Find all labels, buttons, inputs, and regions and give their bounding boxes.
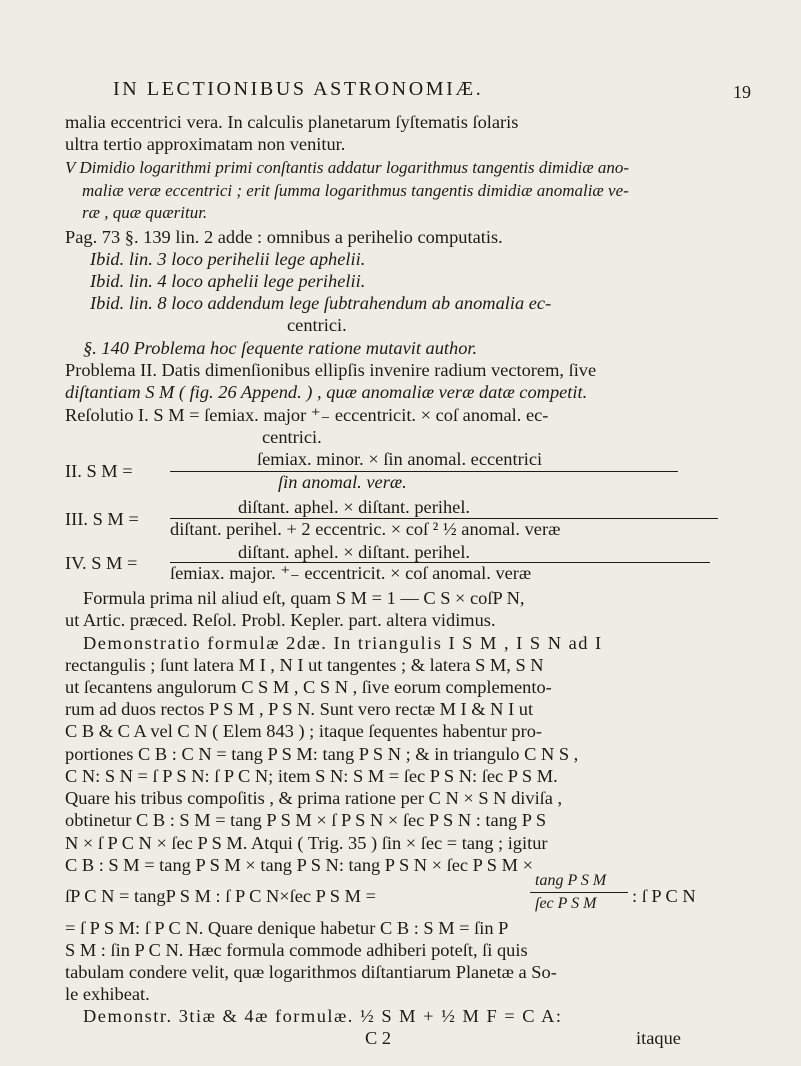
fraction-line-numerator: tang P S M <box>535 872 607 889</box>
text-line: V Dimidio logarithmi primi conſtantis addatur logarithmus tangentis dimidiæ ano- <box>65 158 630 177</box>
text-line: Ibid. lin. 4 loco aphelii lege perihelii. <box>90 271 366 291</box>
text-line: Quare his tribus compoſitis , & prima ratione per C N × S N diviſa , <box>65 788 563 808</box>
text-line: S M : ſin P C N. Hæc formula commode adhiberi poteſt, ſi quis <box>65 940 528 960</box>
text-line: centrici. <box>287 315 347 335</box>
text-line: obtinetur C B : S M = tang P S M × ſ P S N × ſec P S N : tang P S <box>65 810 547 830</box>
text-line: ræ , quæ quæritur. <box>82 203 208 222</box>
page-number: 19 <box>733 82 751 102</box>
text-line: Demonstratio formulæ 2dæ. In triangulis I S M , I S N ad I <box>83 633 603 653</box>
text-line: Formula prima nil aliud eſt, quam S M = 1 — C S × coſP N, <box>83 588 525 608</box>
formula-2-label: II. S M = <box>65 461 133 481</box>
text-line: Ibid. lin. 3 loco perihelii lege aphelii. <box>90 249 366 269</box>
formula-3-label: III. S M = <box>65 509 139 529</box>
text-line: ultra tertio approximatam non venitur. <box>65 134 346 154</box>
text-line: Demonstr. 3tiæ & 4æ formulæ. ½ S M + ½ M F = C A: <box>83 1006 563 1026</box>
formula-2-bar <box>170 471 678 472</box>
signature-mark: C 2 <box>365 1028 392 1048</box>
text-line: le exhibeat. <box>65 984 150 1004</box>
text-line: Ibid. lin. 8 loco addendum lege ſubtrahendum ab anomalia ec- <box>90 293 552 313</box>
text-line: Reſolutio I. S M = ſemiax. major ⁺₋ eccentricit. × coſ anomal. ec- <box>65 405 549 425</box>
formula-4-label: IV. S M = <box>65 553 138 573</box>
formula-4-numerator: diſtant. aphel. × diſtant. perihel. <box>238 542 471 562</box>
text-line: portiones C B : C N = tang P S M: tang P S N ; & in triangulo C N S , <box>65 744 579 764</box>
catchword: itaque <box>636 1028 681 1048</box>
text-line: ut ſecantens angulorum C S M , C S N , ſive eorum complemento- <box>65 677 552 697</box>
text-line: C B : S M = tang P S M × tang P S N: tang P S N × ſec P S M × <box>65 855 533 875</box>
text-line: §. 140 Problema hoc ſequente ratione mutavit author. <box>83 338 478 358</box>
text-line: malia eccentrici vera. In calculis planetarum ſyſtematis ſolaris <box>65 112 519 132</box>
fraction-line-lead: ſP C N = tangP S M : ſ P C N×ſec P S M = <box>65 886 376 906</box>
text-line: rum ad duos rectos P S M , P S N. Sunt vero rectæ M I & N I ut <box>65 699 534 719</box>
formula-2-denominator: ſin anomal. veræ. <box>278 472 407 492</box>
formula-4-denominator: ſemiax. major. ⁺₋ eccentricit. × coſ anomal. veræ <box>170 563 532 583</box>
fraction-line-tail: : ſ P C N <box>632 886 696 906</box>
text-line: N × ſ P C N × ſec P S M. Atqui ( Trig. 35 ) ſin × ſec = tang ; igitur <box>65 833 548 853</box>
text-line: C B & C A vel C N ( Elem 843 ) ; itaque ſequentes habentur pro- <box>65 721 543 741</box>
text-line: ut Artic. præced. Reſol. Probl. Kepler. part. altera vidimus. <box>65 610 496 630</box>
formula-3-numerator: diſtant. aphel. × diſtant. perihel. <box>238 497 471 517</box>
text-line: tabulam condere velit, quæ logarithmos diſtantiarum Planetæ a So- <box>65 962 557 982</box>
text-line: centrici. <box>262 427 322 447</box>
text-line: Problema II. Datis dimenſionibus ellipſis invenire radium vectorem, ſive <box>65 360 597 380</box>
formula-2-numerator: ſemiax. minor. × ſin anomal. eccentrici <box>257 449 543 469</box>
text-line: C N: S N = ſ P S N: ſ P C N; item S N: S M = ſec P S N: ſec P S M. <box>65 766 558 786</box>
text-line: Pag. 73 §. 139 lin. 2 adde : omnibus a perihelio computatis. <box>65 227 503 247</box>
text-line: rectangulis ; ſunt latera M I , N I ut tangentes ; & latera S M, S N <box>65 655 544 675</box>
text-line: maliæ veræ eccentrici ; erit ſumma logarithmus tangentis dimidiæ anomaliæ ve- <box>82 181 629 200</box>
text-line: diſtantiam S M ( fig. 26 Append. ) , quæ anomaliæ veræ datæ competit. <box>65 382 588 402</box>
formula-3-denominator: diſtant. perihel. + 2 eccentric. × coſ ² ½ anomal. veræ <box>170 519 561 539</box>
running-head: IN LECTIONIBUS ASTRONOMIÆ. <box>113 78 484 100</box>
fraction-line-denominator: ſec P S M <box>535 895 597 912</box>
text-line: = ſ P S M: ſ P C N. Quare denique habetur C B : S M = ſin P <box>65 918 509 938</box>
